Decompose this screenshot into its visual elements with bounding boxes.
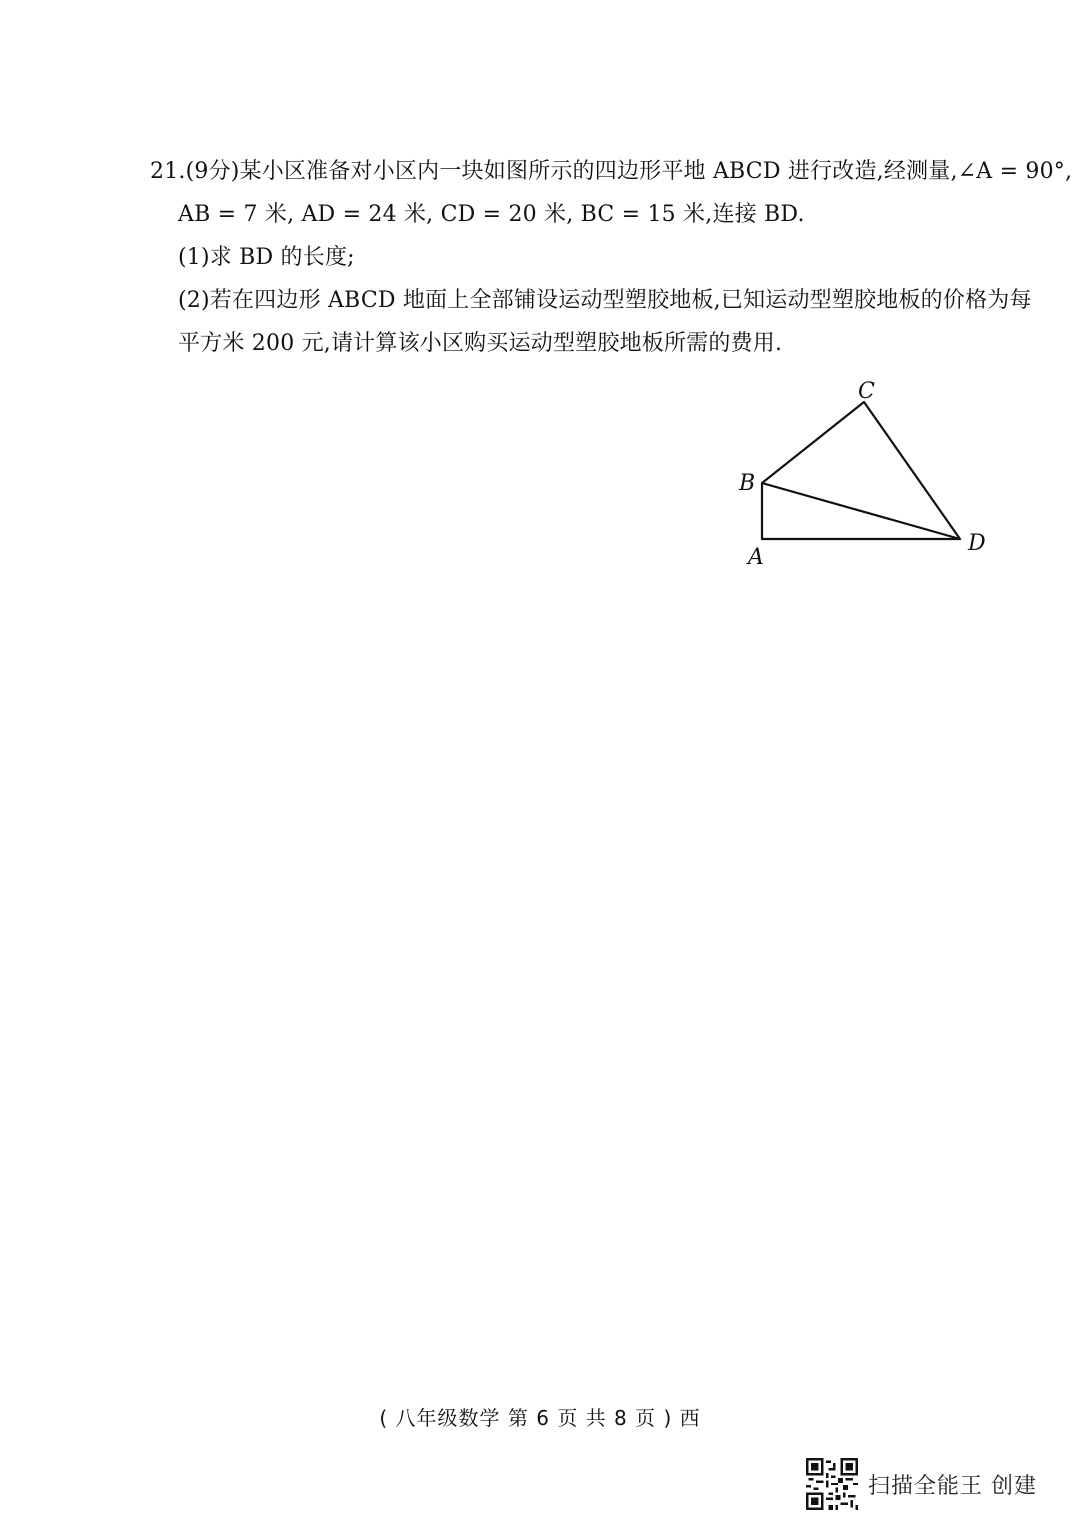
question-2-line-2: 平方米 200 元,请计算该小区购买运动型塑胶地板所需的费用. bbox=[178, 331, 783, 356]
question-1: (1)求 BD 的长度; bbox=[178, 245, 355, 270]
vertex-label-d: D bbox=[968, 531, 986, 556]
problem-statement-line-2: AB = 7 米, AD = 24 米, CD = 20 米, BC = 15 米,连接 BD. bbox=[178, 202, 805, 227]
qr-code-icon bbox=[806, 1458, 858, 1510]
vertex-label-b: B bbox=[739, 471, 756, 496]
page-footer: ( 八年级数学 第 6 页 共 8 页 ) 西 bbox=[379, 1406, 701, 1430]
vertex-label-a: A bbox=[748, 545, 764, 570]
diagonal-bd bbox=[762, 483, 960, 539]
vertex-label-c: C bbox=[858, 379, 875, 404]
watermark-text: 扫描全能王 创建 bbox=[868, 1473, 1037, 1499]
scanner-watermark bbox=[806, 1456, 1056, 1512]
problem-statement-line-1: 21.(9分)某小区准备对小区内一块如图所示的四边形平地 ABCD 进行改造,经测量,∠A = 90°, bbox=[150, 159, 1073, 184]
quadrilateral-outline bbox=[762, 402, 960, 539]
problem-21 bbox=[150, 150, 1073, 365]
question-2-line-1: (2)若在四边形 ABCD 地面上全部铺设运动型塑胶地板,已知运动型塑胶地板的价格为每 bbox=[178, 288, 1032, 313]
quadrilateral-diagram bbox=[730, 372, 1010, 572]
